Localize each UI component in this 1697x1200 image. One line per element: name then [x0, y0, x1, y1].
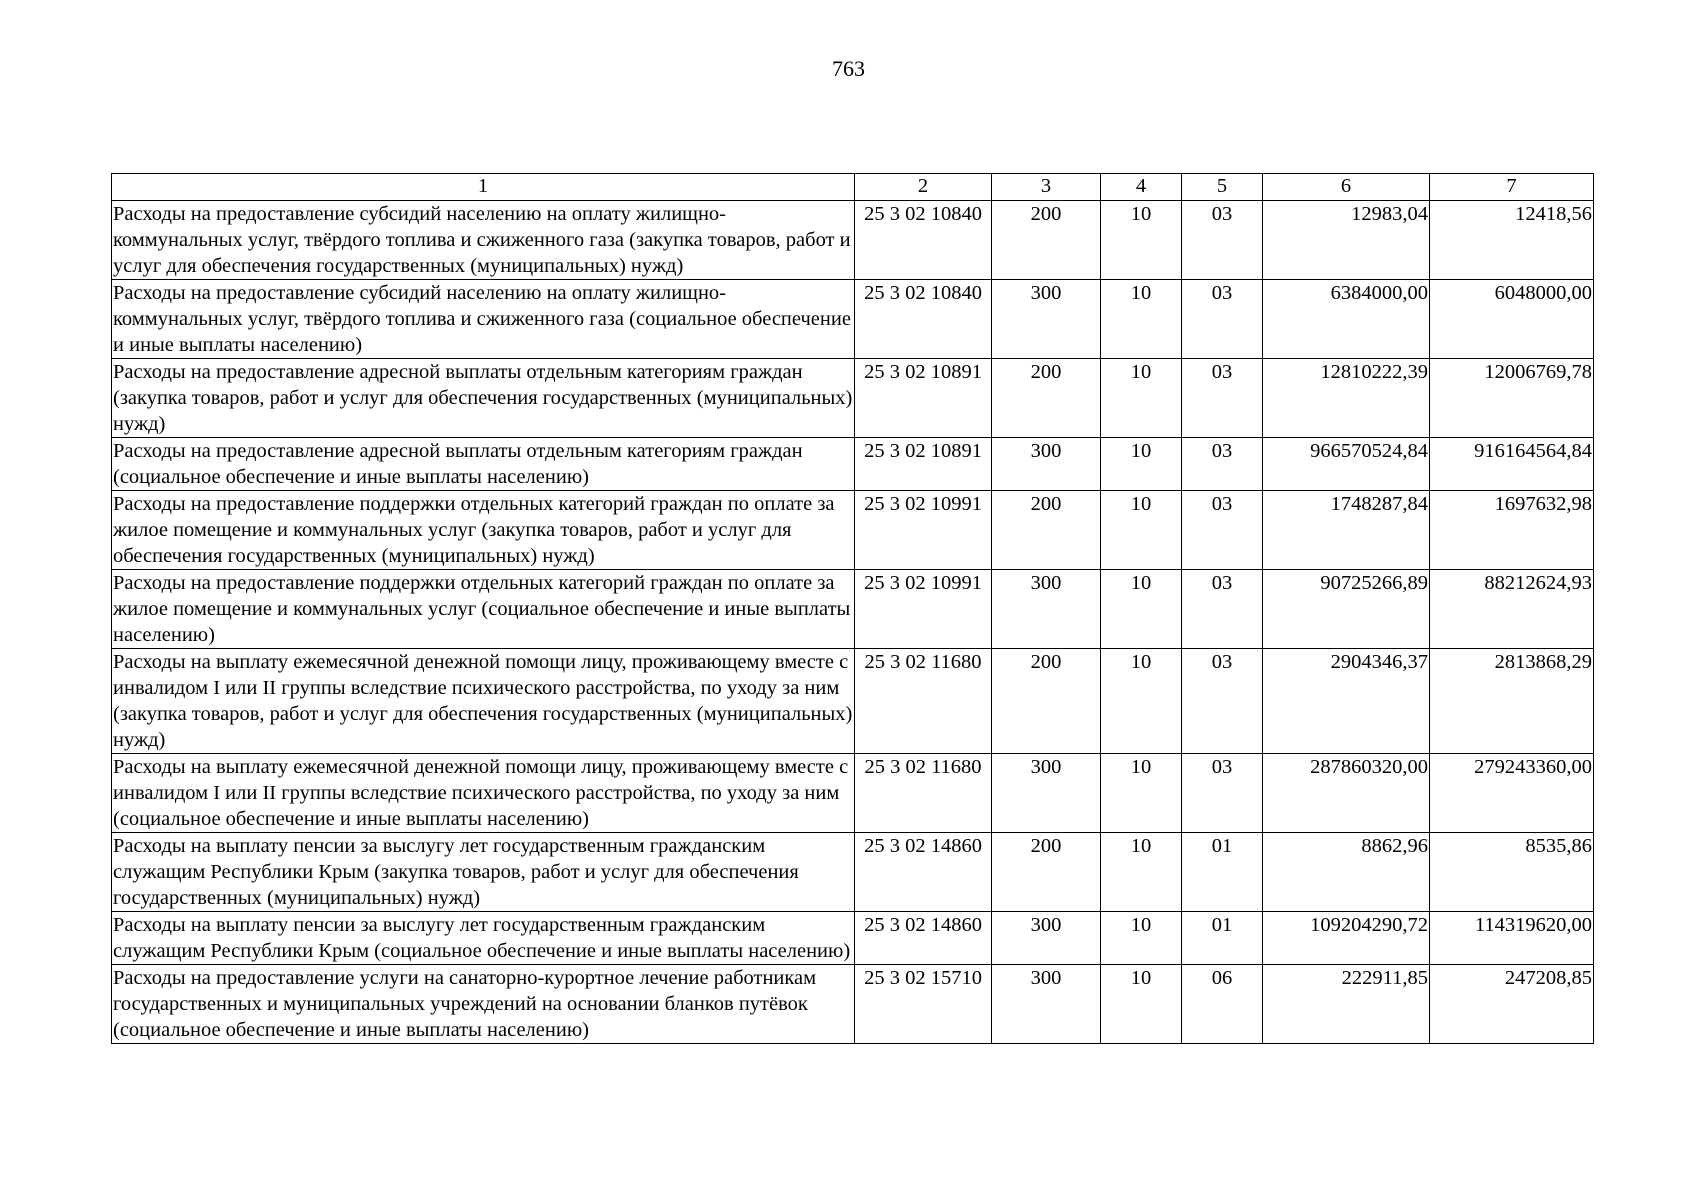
column-header-5: 5 [1182, 174, 1263, 201]
target-article-code: 25 3 02 10991 [855, 491, 992, 570]
amount-column-6: 8862,96 [1263, 833, 1430, 912]
expense-description: Расходы на выплату пенсии за выслугу лет государственным гражданским служащим Республики Крым (закупка товаров, работ и услуг для обеспечения государственных (муниципальных) нужд) [112, 833, 855, 912]
amount-column-7: 2813868,29 [1430, 649, 1594, 754]
amount-column-7: 12418,56 [1430, 201, 1594, 280]
table-header [112, 174, 1594, 201]
section-code: 10 [1101, 912, 1182, 965]
target-article-code: 25 3 02 11680 [855, 649, 992, 754]
expense-type-code: 200 [992, 649, 1101, 754]
amount-column-7: 8535,86 [1430, 833, 1594, 912]
amount-column-7: 88212624,93 [1430, 570, 1594, 649]
table-row [112, 833, 1594, 912]
column-header-1: 1 [112, 174, 855, 201]
column-header-3: 3 [992, 174, 1101, 201]
subsection-code: 03 [1182, 570, 1263, 649]
expense-type-code: 300 [992, 280, 1101, 359]
header-row [112, 174, 1594, 201]
column-header-2: 2 [855, 174, 992, 201]
expense-description: Расходы на предоставление адресной выплаты отдельным категориям граждан (закупка товаров, работ и услуг для обеспечения государственных (муниципальных) нужд) [112, 359, 855, 438]
expense-type-code: 300 [992, 965, 1101, 1044]
amount-column-7: 1697632,98 [1430, 491, 1594, 570]
target-article-code: 25 3 02 10891 [855, 359, 992, 438]
section-code: 10 [1101, 438, 1182, 491]
target-article-code: 25 3 02 14860 [855, 912, 992, 965]
table-row [112, 359, 1594, 438]
expense-description: Расходы на предоставление поддержки отдельных категорий граждан по оплате за жилое помещение и коммунальных услуг (социальное обеспечение и иные выплаты населению) [112, 570, 855, 649]
section-code: 10 [1101, 280, 1182, 359]
expense-description: Расходы на предоставление услуги на санаторно-курортное лечение работникам государственных и муниципальных учреждений на основании бланков путёвок (социальное обеспечение и иные выплаты населению) [112, 965, 855, 1044]
expense-description: Расходы на предоставление адресной выплаты отдельным категориям граждан (социальное обеспечение и иные выплаты населению) [112, 438, 855, 491]
subsection-code: 06 [1182, 965, 1263, 1044]
amount-column-7: 6048000,00 [1430, 280, 1594, 359]
section-code: 10 [1101, 201, 1182, 280]
table-row [112, 201, 1594, 280]
section-code: 10 [1101, 965, 1182, 1044]
amount-column-7: 114319620,00 [1430, 912, 1594, 965]
expense-type-code: 300 [992, 754, 1101, 833]
section-code: 10 [1101, 833, 1182, 912]
table-row [112, 570, 1594, 649]
amount-column-6: 222911,85 [1263, 965, 1430, 1044]
amount-column-7: 247208,85 [1430, 965, 1594, 1044]
subsection-code: 01 [1182, 833, 1263, 912]
subsection-code: 03 [1182, 359, 1263, 438]
amount-column-6: 6384000,00 [1263, 280, 1430, 359]
subsection-code: 03 [1182, 649, 1263, 754]
amount-column-6: 12983,04 [1263, 201, 1430, 280]
target-article-code: 25 3 02 10891 [855, 438, 992, 491]
section-code: 10 [1101, 359, 1182, 438]
amount-column-6: 12810222,39 [1263, 359, 1430, 438]
target-article-code: 25 3 02 15710 [855, 965, 992, 1044]
expense-type-code: 200 [992, 833, 1101, 912]
column-header-6: 6 [1263, 174, 1430, 201]
target-article-code: 25 3 02 10991 [855, 570, 992, 649]
target-article-code: 25 3 02 10840 [855, 280, 992, 359]
expense-description: Расходы на выплату ежемесячной денежной помощи лицу, проживающему вместе с инвалидом I или II группы вследствие психического расстройства, по уходу за ним (социальное обеспечение и иные выплаты населению) [112, 754, 855, 833]
subsection-code: 03 [1182, 201, 1263, 280]
table-body [112, 201, 1594, 1044]
column-header-4: 4 [1101, 174, 1182, 201]
amount-column-6: 287860320,00 [1263, 754, 1430, 833]
section-code: 10 [1101, 570, 1182, 649]
expense-type-code: 200 [992, 491, 1101, 570]
expense-description: Расходы на предоставление субсидий населению на оплату жилищно-коммунальных услуг, твёрдого топлива и сжиженного газа (закупка товаров, работ и услуг для обеспечения государственных (муниципальных) нужд) [112, 201, 855, 280]
table-row [112, 438, 1594, 491]
expense-type-code: 300 [992, 912, 1101, 965]
subsection-code: 03 [1182, 438, 1263, 491]
expense-description: Расходы на выплату пенсии за выслугу лет государственным гражданским служащим Республики Крым (социальное обеспечение и иные выплаты населению) [112, 912, 855, 965]
table-row [112, 912, 1594, 965]
target-article-code: 25 3 02 10840 [855, 201, 992, 280]
expense-type-code: 300 [992, 438, 1101, 491]
expense-description: Расходы на выплату ежемесячной денежной помощи лицу, проживающему вместе с инвалидом I или II группы вследствие психического расстройства, по уходу за ним (закупка товаров, работ и услуг для обеспечения государственных (муниципальных) нужд) [112, 649, 855, 754]
section-code: 10 [1101, 754, 1182, 833]
section-code: 10 [1101, 649, 1182, 754]
expense-type-code: 200 [992, 201, 1101, 280]
amount-column-6: 966570524,84 [1263, 438, 1430, 491]
budget-table [111, 173, 1594, 1044]
expense-type-code: 300 [992, 570, 1101, 649]
amount-column-7: 916164564,84 [1430, 438, 1594, 491]
expense-type-code: 200 [992, 359, 1101, 438]
table-row [112, 754, 1594, 833]
target-article-code: 25 3 02 11680 [855, 754, 992, 833]
subsection-code: 03 [1182, 280, 1263, 359]
amount-column-6: 2904346,37 [1263, 649, 1430, 754]
section-code: 10 [1101, 491, 1182, 570]
column-header-7: 7 [1430, 174, 1594, 201]
table-row [112, 649, 1594, 754]
subsection-code: 03 [1182, 754, 1263, 833]
amount-column-6: 1748287,84 [1263, 491, 1430, 570]
subsection-code: 03 [1182, 491, 1263, 570]
amount-column-6: 90725266,89 [1263, 570, 1430, 649]
expense-description: Расходы на предоставление поддержки отдельных категорий граждан по оплате за жилое помещение и коммунальных услуг (закупка товаров, работ и услуг для обеспечения государственных (муниципальных) нужд) [112, 491, 855, 570]
expense-description: Расходы на предоставление субсидий населению на оплату жилищно-коммунальных услуг, твёрдого топлива и сжиженного газа (социальное обеспечение и иные выплаты населению) [112, 280, 855, 359]
amount-column-7: 279243360,00 [1430, 754, 1594, 833]
target-article-code: 25 3 02 14860 [855, 833, 992, 912]
amount-column-6: 109204290,72 [1263, 912, 1430, 965]
table-row [112, 280, 1594, 359]
table-row [112, 965, 1594, 1044]
page-number: 763 [832, 56, 865, 81]
amount-column-7: 12006769,78 [1430, 359, 1594, 438]
table-row [112, 491, 1594, 570]
subsection-code: 01 [1182, 912, 1263, 965]
